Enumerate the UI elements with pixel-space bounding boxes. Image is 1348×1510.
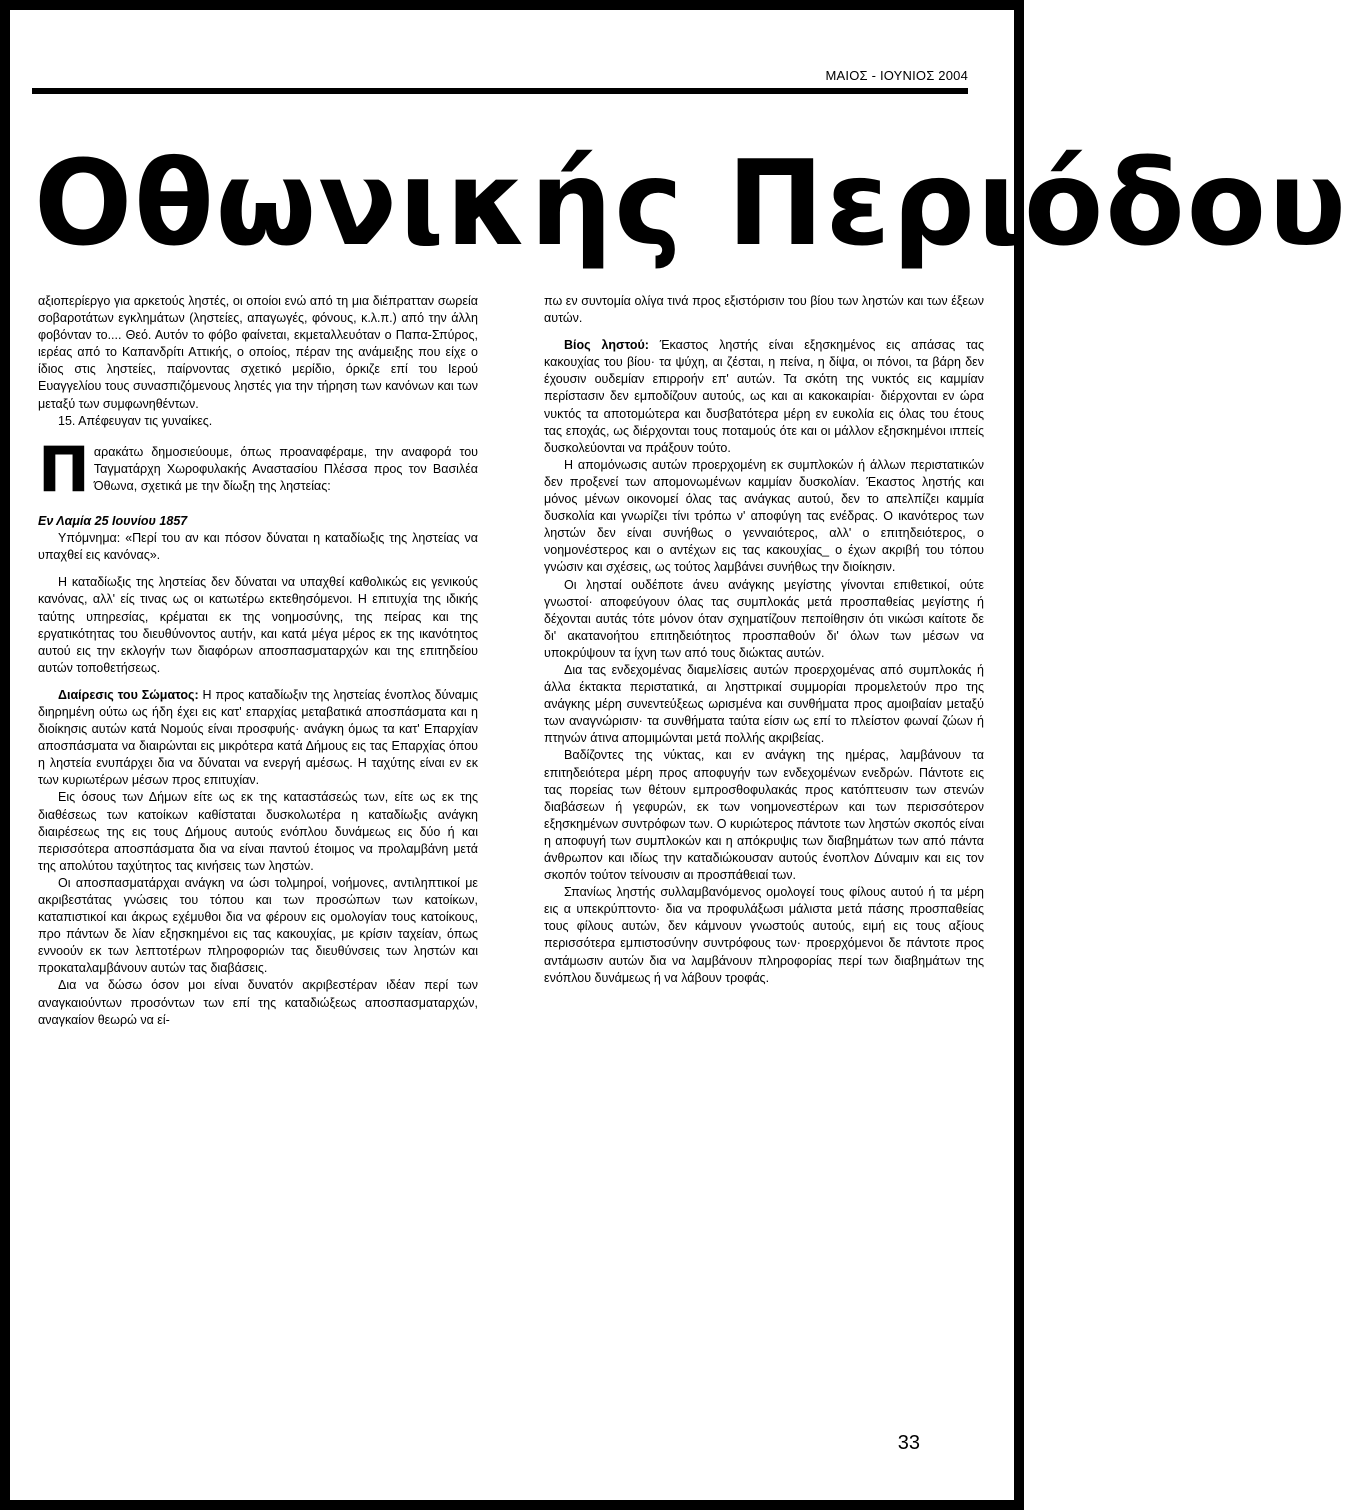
paragraph: Εις όσους των Δήμων είτε ως εκ της καταστάσεώς των, είτε ως εκ της διαθέσεως των κατοίκων καθίσταται δυσκολωτέρα η καταδίωξις ανάγκη διαιρέσεως της εις τους Δήμους αυτούς ενόπλου δυνάμεως εις δύο ή και περισσότερα αποσπάσματα δια να είναι παντού έτοιμος να προλαμβάνη μετά της απολύτου ταχύτητος τας κινήσεις των ληστών.	[38, 790, 478, 873]
section-heading: Βίος ληστού:	[564, 338, 649, 353]
memo-subject: Υπόμνημα: «Περί του αν και πόσον δύναται η καταδίωξις της ληστείας να υπαχθεί εις κανόνας».	[38, 531, 478, 563]
paragraph: Βαδίζοντες της νύκτας, και εν ανάγκη της ημέρας, λαμβάνουν τα επιτηδειότερα μέρη προς αποφυγήν των ενδεχομένων ενεδρών. Πάντοτε εις τας πορείας των θέτουν εμπροσθοφυλακάς προς κατόπτευσιν των στενών διαβάσεων ή γεφυρών, εκ των νοημονεστέρων και των περισσότερον εξησκημένων συντρόφων των. Ο κυριώτερος πάντοτε των ληστών σκοπός είναι η αποφυγή των συμπλοκών και η απόκρυψις των διαβημάτων των από πάντα άνθρωπον και ιδίως την καταδιώκουσαν αυτούς ένοπλον Δύναμιν και εις τον σκοπόν τούτον τείνουσιν αι προσπάθειαί των.	[544, 748, 984, 883]
paragraph: Δια να δώσω όσον μοι είναι δυνατόν ακριβεστέραν ιδέαν περί των αναγκαιούντων προσόντων των επί της καταδιώξεως αποσπασματαρχών, αναγκαίον θεωρώ να εί-	[38, 978, 478, 1027]
issue-date: ΜΑΙΟΣ - ΙΟΥΝΙΟΣ 2004	[825, 68, 968, 83]
paragraph: Οι λησταί ουδέποτε άνευ ανάγκης μεγίστης γίνονται επιθετικοί, ούτε γνωστοί· αποφεύγουν όλας τας συμπλοκάς μετά προσπαθείας μεγίστης ή δέχονται αυτάς τότε μόνον όταν σχηματίζουν πεποίθησιν ότι νικώσι καίτοτε δε δι' ακατανοήτου επιτηδειότητος προσπαθούν δι' όλων των μέσων να υποκρύψουν τα ίχνη των από τους διώκτας αυτών.	[544, 577, 984, 660]
section-heading: Διαίρεσις του Σώματος:	[58, 687, 199, 702]
right-column	[544, 293, 984, 987]
paragraph: Η απομόνωσις αυτών προερχομένη εκ συμπλοκών ή άλλων περιστατικών δεν προξενεί των απομονωμένων καμμίαν δυσκολίαν. Έκαστος ληστής και μόνος μένων οικονομεί όλας τας ανάγκας αυτού, δεν το απελπίζει καμμία δυσκολία και γνωρίζει τίνι τρόπω ν' αποφύγη τας ενέδρας. Ο ικανότερος των ληστών δεν είναι συνήθως ο γενναιότερος, αλλ' ο επιτηδειότερος, ο νοημονέστερος και ο αντέχων εις τας κακουχίας_ ο έχων ακριβή του τόπου γνώσιν και σχέσεις, ως τούτος λαμβάνει συνήθως την διοίκησιν.	[544, 457, 984, 575]
drop-cap: Π	[38, 432, 90, 506]
intro-text: αρακάτω δημοσιεύουμε, όπως προαναφέραμε, την αναφορά του Ταγματάρχη Χωροφυλακής Αναστασίου Πλέσσα προς τον Βασιλέα Όθωνα, σχετικά με την δίωξη της ληστείας:	[93, 444, 478, 493]
left-column	[38, 293, 478, 1029]
paragraph: Σπανίως ληστής συλλαμβανόμενος ομολογεί τους φίλους αυτού ή τα μέρη εις α υπεκρύπτοντο· δια να προφυλάξωσι μάλιστα μετά πάσης προσπαθείας τους φίλους αυτών, δεν κάμνουν γνωστούς αυτούς, ειμή εις τους αξίους περισσότερα εμπιστοσύνην συντρόφους των· προερχόμενοι δε πάντοτε προς αντάμωσιν αυτών δια να λαμβάνουν πληροφορίας περί των διαβημάτων της ενόπλου δυνάμεως ή να λάβουν τροφάς.	[544, 885, 984, 985]
article-title: Οθωνικής Περιόδου	[34, 134, 1348, 272]
intro-paragraph	[38, 432, 478, 506]
section-text: Έκαστος ληστής είναι εξησκημένος εις απάσας τας κακουχίας του βίου· τα ψύχη, αι ζέσται, η πείνα, η δίψα, οι πόνοι, τα βάρη δεν έχουσιν ουδεμίαν επιρροήν επ' αυτών. Τα σκότη της νυκτός εις καμμίαν περίστασιν δεν εμποδίζουν αυτούς, ως και αι κακοκαιρίαι· διέρχονται εν ώρα νυκτός τα αποτομώτερα και δυσβατότερα μέρη εν ευκολία εις όλας του έτους τας εποχάς, ως διέρχονται τους ποταμούς ότε και οι μάλλον εξησκημένοι ιππείς δυσκολεύονται να πράξουν τούτο.	[544, 338, 984, 455]
section-text: Η προς καταδίωξιν της ληστείας ένοπλος δύναμις διηρημένη ούτω ως ήδη έχει εις κατ' επαρχίας μεταβατικά αποσπάσματα και η διοίκησις αυτών κατά Νομούς είναι προσφυής· ανάγκη όμως τα κατ' Επαρχίαν αποσπάσματα να διαιρώνται εις μικρότερα κατά Δήμους εις τας Επαρχίας όπου η ληστεία ενυπάρχει δια να δύναται να ενεργή αμέσως. Η ταχύτης είναι εν εκ των κυριωτέρων μέσων προς επιτυχίαν.	[38, 687, 478, 788]
section-paragraph	[544, 337, 984, 457]
header-rule	[32, 88, 968, 94]
page-number: 33	[897, 1432, 920, 1454]
paragraph: πω εν συντομία ολίγα τινά προς εξιστόρισιν του βίου των ληστών και των έξεων αυτών.	[544, 294, 984, 326]
paragraph: αξιοπερίεργο για αρκετούς ληστές, οι οποίοι ενώ από τη μια διέπρατταν σωρεία σοβαροτάτων εγκλημάτων (ληστείες, απαγωγές, φόνους, κ.λ.π.) από την άλλη φοβόνταν το.... Θεό. Αυτόν το φόβο φαίνεται, εκμεταλλευόταν ο Παπα-Σπύρος, ιερέας από το Καπανδρίτι Αττικής, ο οποίος, πέραν της ανάμειξης που είχε ο ίδιος στις ληστείες, παίρνοντας σχετικό μερίδιο, όρκιζε επί του Ιερού Ευαγγελίου τους συνασπιζόμενους ληστές για την τήρηση των κανόνων και των μεταξύ των συμφωνηθέντων.	[38, 294, 478, 411]
paragraph: Δια τας ενδεχομένας διαμελίσεις αυτών προερχομένας από συμπλοκάς ή άλλα έκτακτα περιστατικά, αι λησττρικαί συμμορίαι προμελετούν προ της ανάγκης μέρη συνεντεύξεως ωρισμένα και συνθήματα προς αμοιβαίαν μεταξύ των αναγνώρισιν· τα συνθήματα ταύτα είσιν ως επί το πλείστον φωναί ζώων ή πτηνών άτινα απομιμώνται μετά πολλής ακριβείας.	[544, 662, 984, 746]
dateline: Εν Λαμία 25 Ιουνίου 1857	[38, 514, 188, 529]
section-paragraph	[38, 687, 478, 790]
paragraph: Η καταδίωξις της ληστείας δεν δύναται να υπαχθεί καθολικώς εις γενικούς κανόνας, αλλ' είς τινας ως οι κατωτέρω εκτεθησόμενοι. Η επιτυχία της ιδικής ταύτης υπηρεσίας, κρέμαται εκ της νοημοσύνης, της πείρας και της εργατικότητας του διευθύνοντος αυτήν, και κατά μέγα μέρος εκ της ικανότητος αυτού εις την εκλογήν των διαφόρων αποσπασματαρχών και της επιτηδείου αυτών τοποθετήσεως.	[38, 575, 478, 675]
list-item: 15. Απέφευγαν τις γυναίκες.	[58, 413, 213, 428]
paragraph: Οι αποσπασματάρχαι ανάγκη να ώσι τολμηροί, νοήμονες, αντιληπτικοί με ακριβεστάτας γνώσεις του τόπου και των προσώπων των κατοίκων, καταπιστικοί και άκρως εχέμυθοι δια να φέρουν εις ομολογίαν τους κατοίκους, προ πάντων δε λίαν εξησκημένοι εις τας κακουχίας, με κρίσιν ταχείαν, όπως εννοούν εκ των λεπτοτέρων πληροφοριών τας διευθύνσεις των ληστών και προκαταλαμβάνουν αυτών τας διαβάσεις.	[38, 875, 478, 976]
